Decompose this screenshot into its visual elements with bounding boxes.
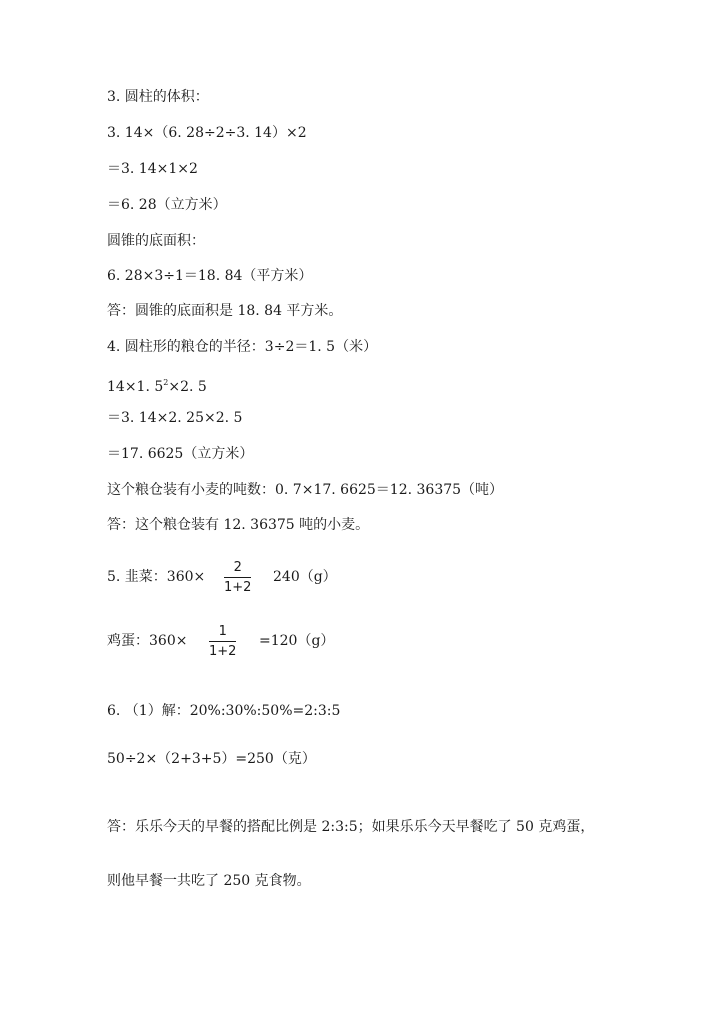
q5-leek-fraction [224,560,251,595]
q5-egg-result: =120（g） [259,633,335,649]
q6-calc: 50÷2×（2+3+5）=250（克） [107,751,316,767]
fraction-bar [209,641,236,642]
q4-step1-rest: ×2. 5 [168,379,207,395]
q3-step2: ＝3. 14×1×2 [107,161,198,177]
q4-weight: 这个粮仓装有小麦的吨数：0. 7×17. 6625＝12. 36375（吨） [107,482,504,498]
q6-answer-line2: 则他早餐一共吃了 250 克食物。 [107,873,311,889]
q3-cone-heading: 圆锥的底面积： [107,233,205,249]
fraction-bar [224,577,251,578]
fraction-denominator: 1+2 [224,580,252,595]
q5-egg-label: 鸡蛋：360× [107,633,188,649]
q5-egg-fraction [209,624,236,659]
q4-step2: ＝3. 14×2. 25×2. 5 [107,410,243,426]
q5-leek-label: 5. 韭菜：360× [107,569,206,585]
fraction-numerator: 1 [218,624,227,639]
q3-heading: 3. 圆柱的体积： [107,89,209,105]
fraction-denominator: 1+2 [209,644,237,659]
q6-answer-line1: 答：乐乐今天的早餐的搭配比例是 2:3:5；如果乐乐今天早餐吃了 50 克鸡蛋， [107,819,595,835]
q5-leek-result: 240（g） [273,569,337,585]
q6-part1: 6. （1）解：20%:30%:50%=2:3:5 [107,703,341,719]
q4-heading: 4. 圆柱形的粮仓的半径：3÷2＝1. 5（米） [107,339,378,355]
q4-step1-base: 14×1. 5 [107,379,164,395]
q4-step3: ＝17. 6625（立方米） [107,446,254,462]
fraction-numerator: 2 [233,560,242,575]
q4-answer: 答：这个粮仓装有 12. 36375 吨的小麦。 [107,517,370,533]
q3-step1: 3. 14×（6. 28÷2÷3. 14）×2 [107,125,307,141]
q4-step1 [107,374,207,396]
q3-answer: 答：圆锥的底面积是 18. 84 平方米。 [107,303,343,319]
q3-step3: ＝6. 28（立方米） [107,197,227,213]
q3-cone-calc: 6. 28×3÷1＝18. 84（平方米） [107,268,313,284]
q4-step1-exponent: 2 [163,378,169,387]
